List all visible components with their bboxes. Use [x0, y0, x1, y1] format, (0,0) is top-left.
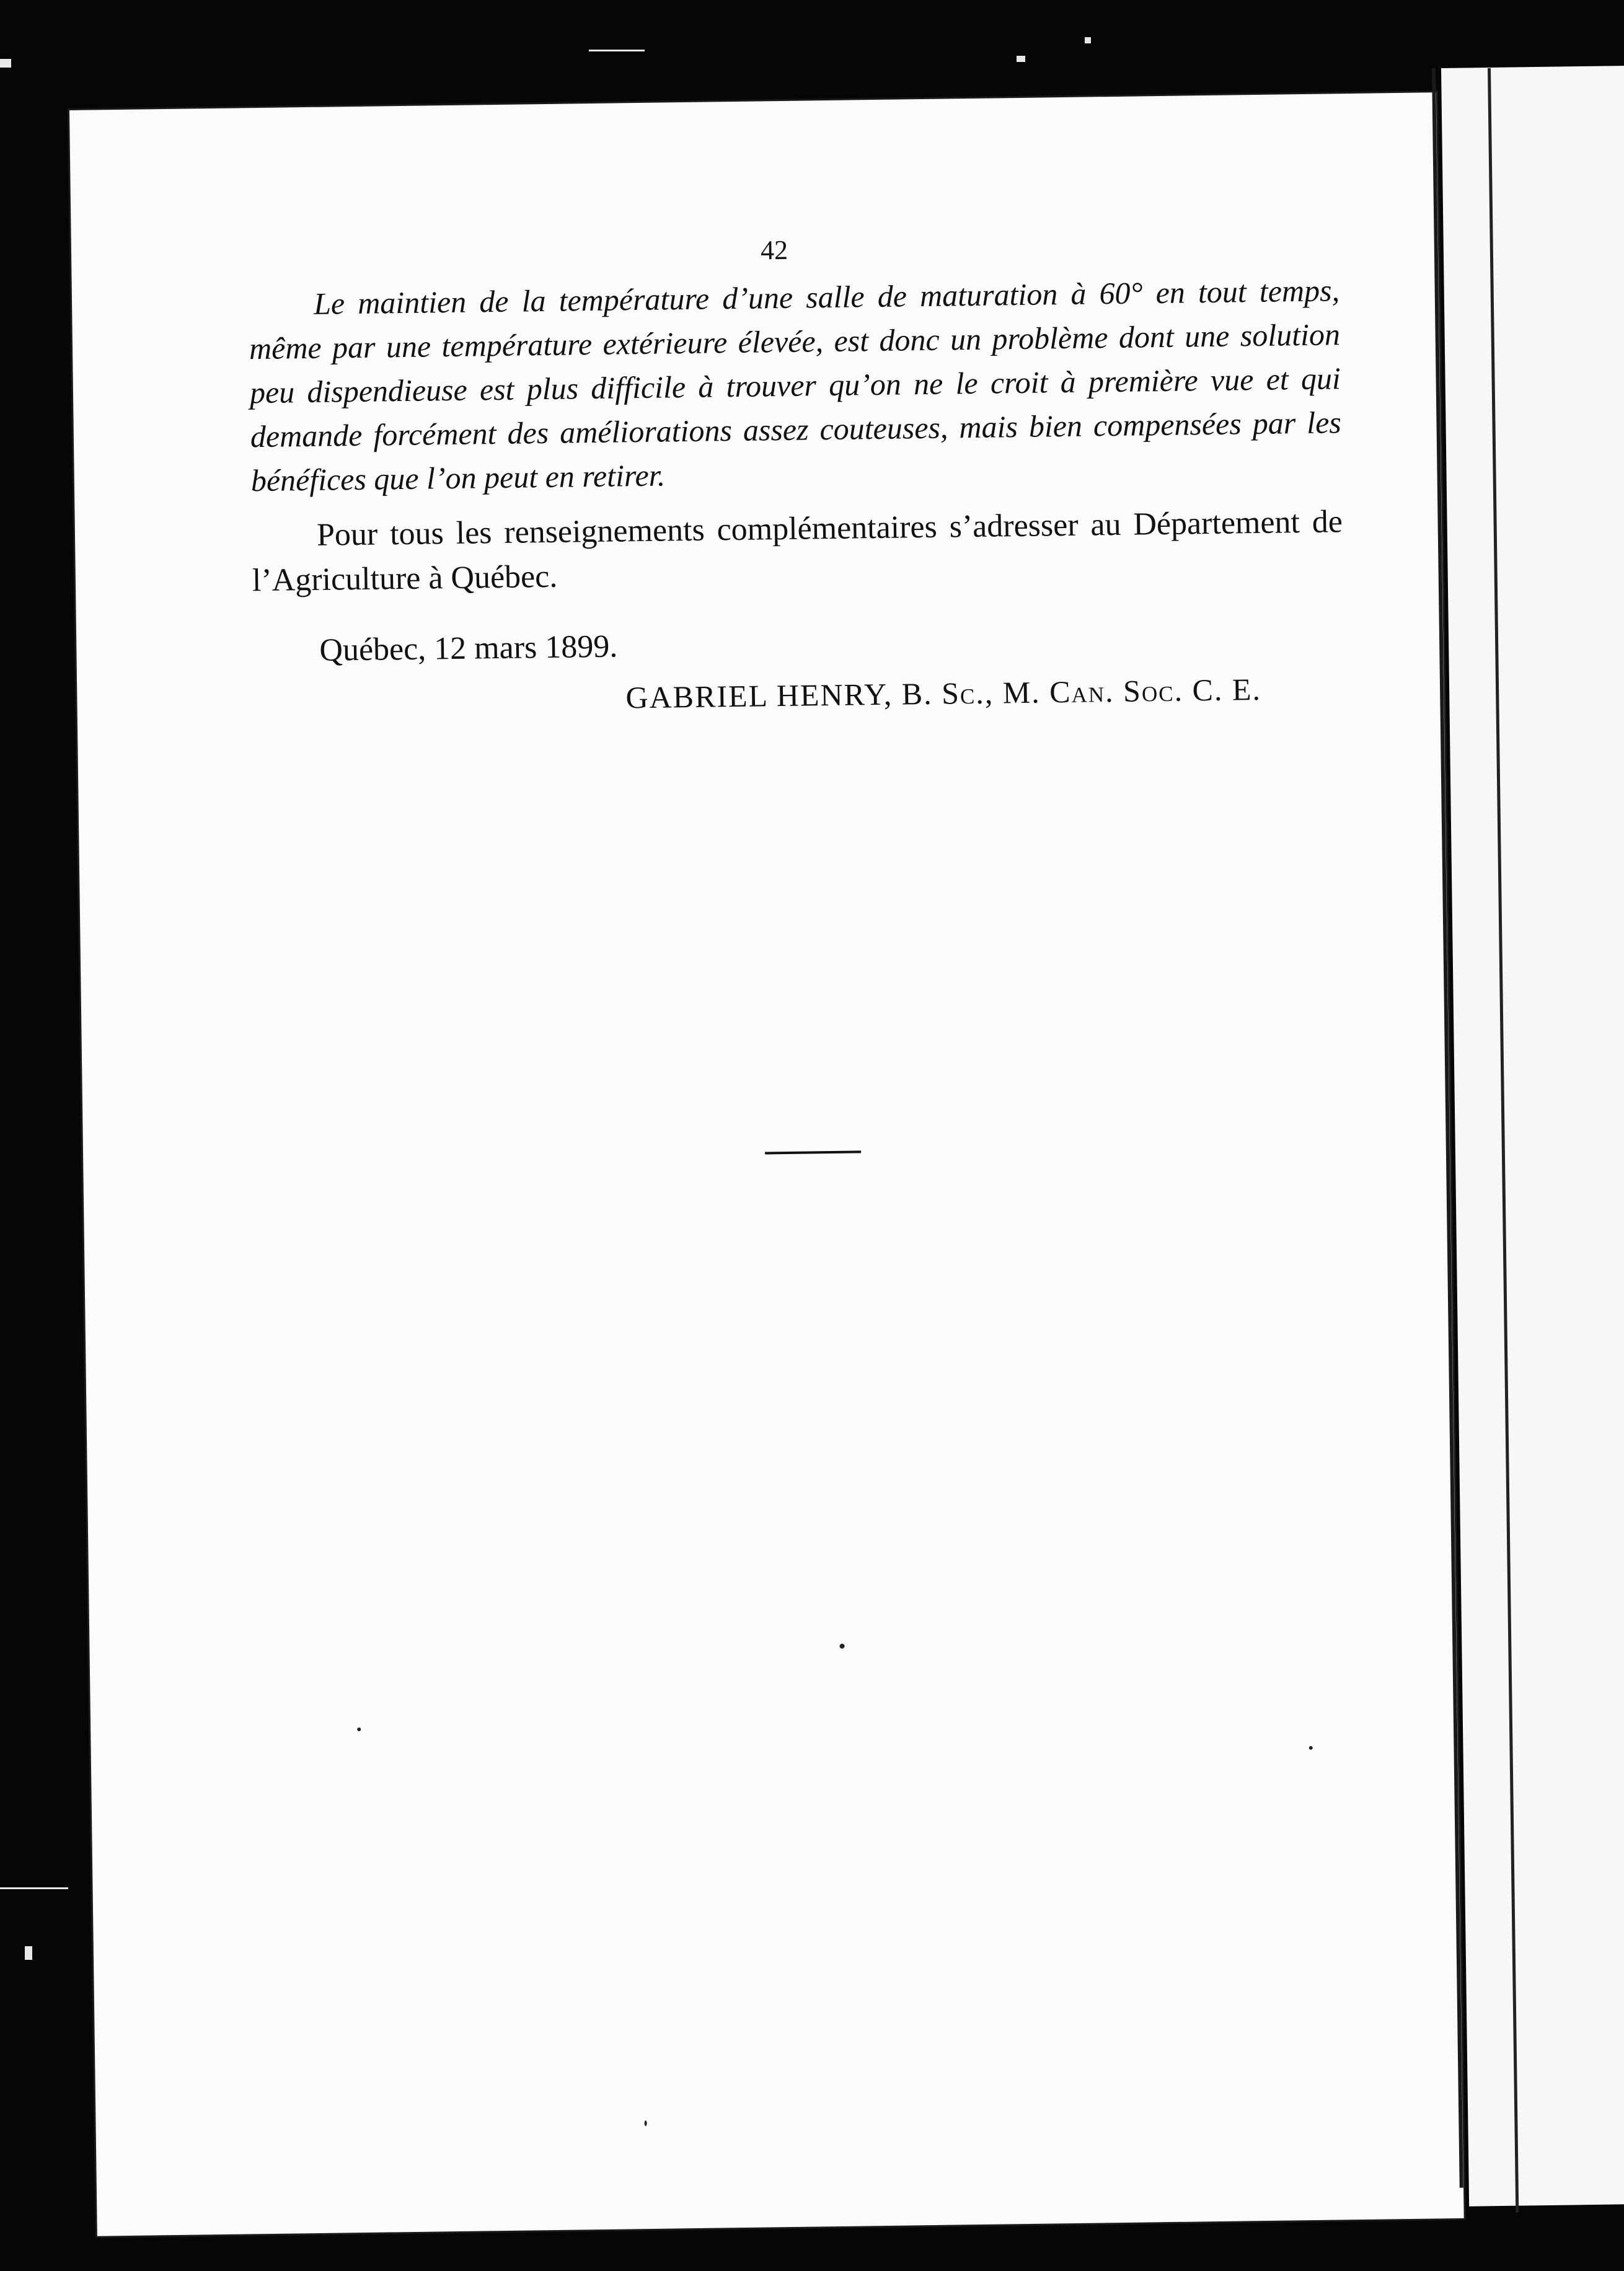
section-rule — [765, 1150, 861, 1154]
info-paragraph: Pour tous les renseignements complémentaires s’adresser au Département de l’Agriculture à Québec. — [252, 504, 1343, 599]
paper-speck — [357, 1727, 361, 1731]
document-page — [69, 92, 1464, 2236]
scan-artifact — [0, 59, 11, 68]
scan-artifact — [25, 1946, 32, 1960]
adjacent-page — [1441, 66, 1624, 2207]
paper-speck — [645, 2120, 647, 2126]
scan-artifact — [1017, 56, 1025, 62]
scan-artifact — [0, 1887, 68, 1889]
scan-artifact — [1085, 37, 1091, 43]
italic-paragraph: Le maintien de la température d’une salle de maturation à 60° en tout temps, même par une température extérieure élevée, est donc un problème dont une solution peu dispendieuse est plus difficile à trouver qu’on ne le croit à première vue et qui demande forcément des améliorations assez couteuses, mais bien compensées par les bénéfices que l’on peut en retirer. — [249, 273, 1342, 498]
paper-speck — [839, 1644, 844, 1649]
signature: GABRIEL HENRY, B. Sc., M. Can. Soc. C. E. — [625, 671, 1262, 715]
page-number: 42 — [760, 234, 788, 266]
scan-artifact — [589, 50, 645, 51]
dateline: Québec, 12 mars 1899. — [319, 628, 618, 668]
paper-speck — [1309, 1746, 1313, 1750]
